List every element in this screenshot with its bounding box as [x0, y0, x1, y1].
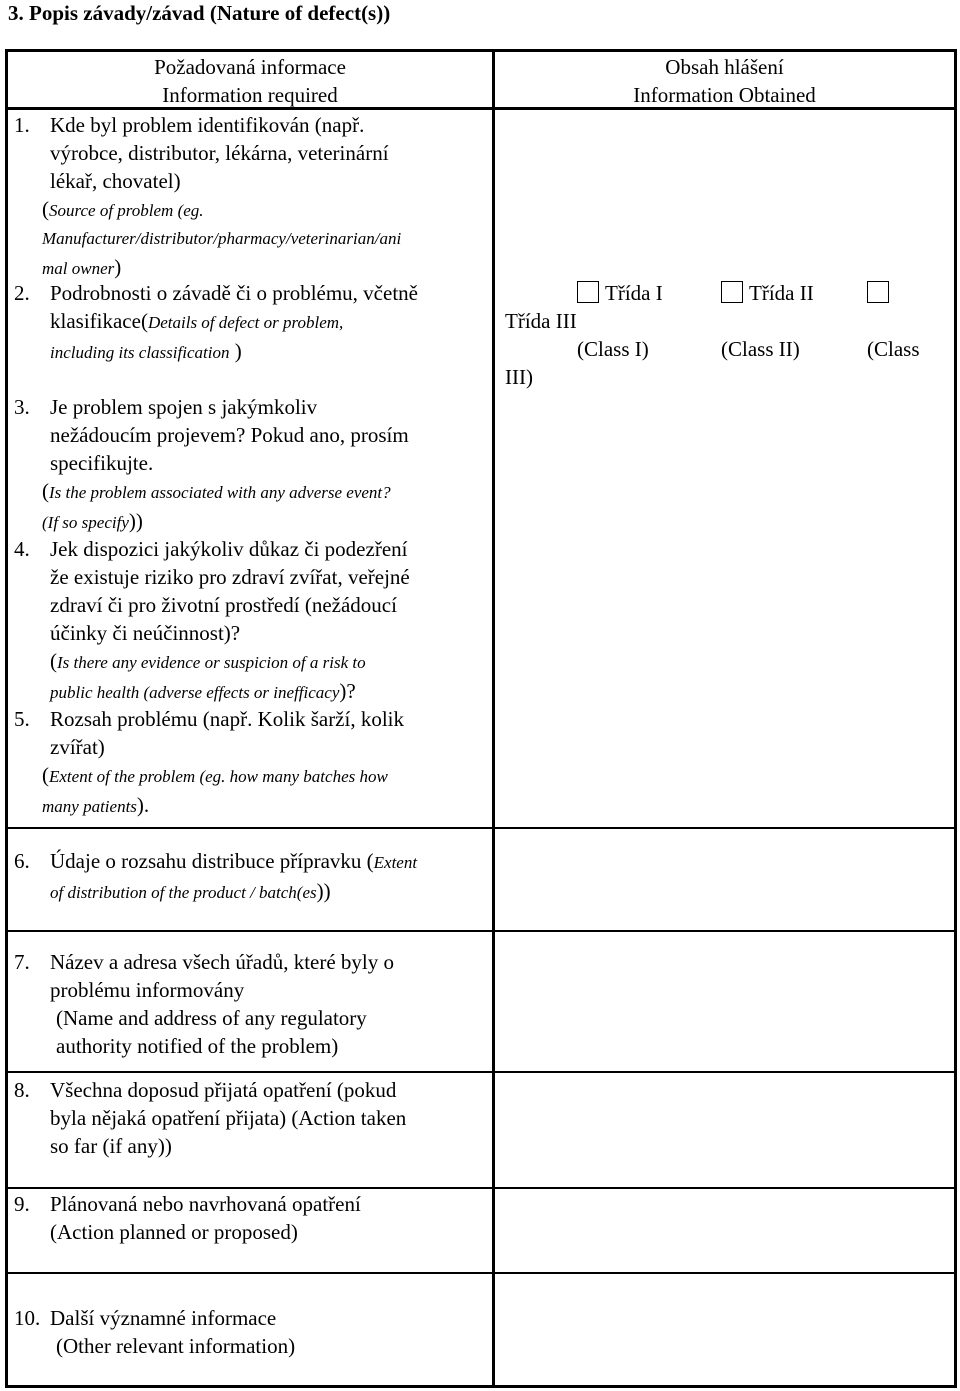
item-text-en: authority notified of the problem)	[56, 1034, 339, 1058]
item-text-en: public health (adverse effects or inefficacy	[50, 683, 340, 702]
item-text: Jek dispozici jakýkoliv důkaz či podezření	[50, 537, 408, 561]
item-text: Plánovaná nebo navrhovaná opatření	[50, 1192, 361, 1216]
item-text: specifikujte.	[50, 451, 154, 475]
item-text: Podrobnosti o závadě či o problému, včetně	[50, 281, 418, 305]
item-number: 5.	[14, 707, 30, 731]
class1-label: Třída I	[605, 281, 663, 305]
class3-en-label-cont: III)	[505, 365, 533, 389]
item-text: Další významné informace	[50, 1306, 277, 1330]
answer-field-6[interactable]	[495, 829, 954, 930]
item-5	[14, 705, 492, 821]
item-7	[14, 948, 492, 1060]
item-text-en: mal owner	[42, 259, 115, 278]
table-border-top	[5, 49, 957, 52]
item-text: zdraví či pro životní prostředí (nežádoucí	[50, 593, 397, 617]
item-8	[14, 1076, 492, 1160]
item-text: ))	[316, 879, 331, 903]
item-text-en: Source of problem (eg.	[49, 201, 204, 220]
class3-checkbox[interactable]	[867, 281, 889, 303]
answer-field-1[interactable]	[495, 110, 954, 278]
answer-field-8[interactable]	[495, 1073, 954, 1187]
item-text: )?	[339, 679, 356, 703]
header-required	[8, 53, 492, 109]
item-text: problému informovány	[50, 978, 245, 1002]
item-6	[14, 847, 492, 907]
item-number: 8.	[14, 1078, 30, 1102]
item-text: so far (if any))	[50, 1134, 172, 1158]
class1-option[interactable]	[577, 279, 663, 307]
item-text: klasifikace(	[50, 309, 148, 333]
item-text: (	[42, 479, 49, 503]
answer-field-7[interactable]	[495, 932, 954, 1071]
table-border-bottom	[5, 1385, 957, 1388]
item-text: Kde byl problem identifikován (např.	[50, 113, 365, 137]
item-number: 1.	[14, 113, 30, 137]
answer-field-9[interactable]	[495, 1189, 954, 1272]
item-text: účinky či neúčinnost)?	[50, 621, 241, 645]
class3-label: Třída III	[505, 309, 577, 333]
item-4	[14, 535, 492, 707]
item-text-en: Is the problem associated with any adverse event?	[49, 483, 391, 502]
item-text: )	[229, 339, 242, 363]
class2-option[interactable]	[721, 279, 814, 307]
item-number: 3.	[14, 395, 30, 419]
header-right-en: Information Obtained	[633, 83, 816, 107]
item-text-en: (If so specify	[42, 513, 129, 532]
item-text: Rozsah problému (např. Kolik šarží, kolik	[50, 707, 405, 731]
item-text: (	[42, 197, 49, 221]
item-10	[14, 1304, 492, 1360]
item-text: zvířat)	[50, 735, 105, 759]
item-text: Údaje o rozsahu distribuce přípravku (	[50, 849, 374, 873]
item-text: nežádoucím projevem? Pokud ano, prosím	[50, 423, 409, 447]
answer-field-3-5[interactable]	[495, 393, 954, 827]
item-text: Název a adresa všech úřadů, které byly o	[50, 950, 395, 974]
item-text-en: (Action planned or proposed)	[50, 1220, 298, 1244]
class2-checkbox[interactable]	[721, 281, 743, 303]
item-3	[14, 393, 492, 537]
header-left-en: Information required	[162, 83, 338, 107]
item-number: 7.	[14, 950, 30, 974]
item-text-en: Manufacturer/distributor/pharmacy/veterinarian/ani	[42, 229, 402, 248]
defect-table	[5, 49, 957, 1388]
item-text-en: Extent	[373, 853, 418, 872]
item-number: 4.	[14, 537, 30, 561]
item-text: ))	[128, 509, 143, 533]
item-number: 10.	[14, 1306, 41, 1330]
item-text: lékař, chovatel)	[50, 169, 181, 193]
header-right-cz: Obsah hlášení	[665, 55, 784, 79]
item-text-en: (Name and address of any regulatory	[56, 1006, 367, 1030]
item-text-en: (Other relevant information)	[56, 1334, 296, 1358]
class2-en-label: (Class II)	[721, 337, 800, 361]
item-text: Je problem spojen s jakýmkoliv	[50, 395, 318, 419]
class3-option[interactable]	[867, 279, 895, 307]
item-number: 6.	[14, 849, 30, 873]
answer-field-10[interactable]	[495, 1274, 954, 1385]
item-text: Všechna doposud přijatá opatření (pokud	[50, 1078, 397, 1102]
item-text: byla nějaká opatření přijata) (Action taken	[50, 1106, 407, 1130]
item-text-en: of distribution of the product / batch(es	[50, 883, 317, 902]
header-left-cz: Požadovaná informace	[154, 55, 346, 79]
item-text: (	[50, 649, 57, 673]
class3-en-label: (Class	[867, 337, 920, 361]
header-obtained	[495, 53, 954, 109]
class1-en-label: (Class I)	[577, 337, 649, 361]
item-text-en: many patients	[42, 797, 137, 816]
item-text: (	[42, 763, 49, 787]
item-number: 9.	[14, 1192, 30, 1216]
item-text-en: Is there any evidence or suspicion of a risk to	[57, 653, 366, 672]
item-2	[14, 279, 492, 367]
item-number: 2.	[14, 281, 30, 305]
item-text-en: including its classification	[50, 343, 230, 362]
item-text-en: Extent of the problem (eg. how many batches how	[49, 767, 388, 786]
item-text: výrobce, distributor, lékárna, veterinární	[50, 141, 389, 165]
item-text: že existuje riziko pro zdraví zvířat, veřejné	[50, 565, 410, 589]
section-title: 3. Popis závady/závad (Nature of defect(s))	[8, 1, 391, 25]
item-1	[14, 111, 492, 283]
item-text: ).	[136, 793, 150, 817]
item-text: )	[114, 255, 122, 279]
item-9	[14, 1190, 492, 1246]
class1-checkbox[interactable]	[577, 281, 599, 303]
class2-label: Třída II	[749, 281, 814, 305]
item-text-en: Details of defect or problem,	[147, 313, 344, 332]
